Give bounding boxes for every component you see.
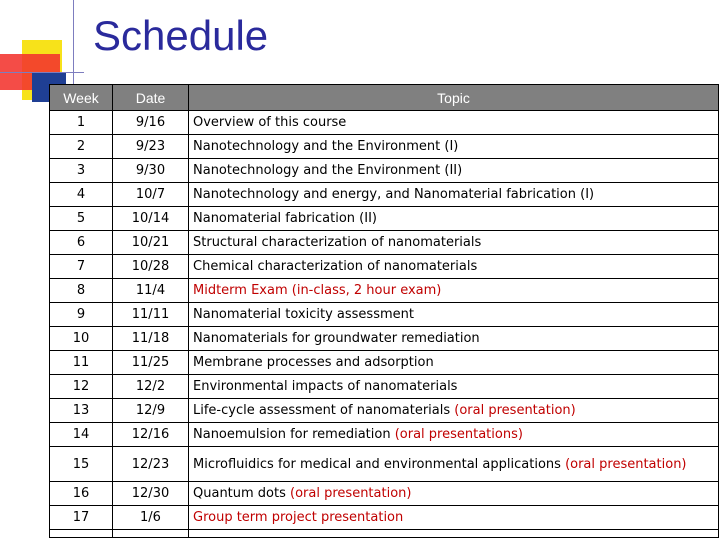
date-cell: 1/6: [113, 506, 189, 530]
table-row: [50, 482, 719, 506]
topic-cell: [189, 375, 719, 399]
table-row: [50, 351, 719, 375]
date-cell: 12/2: [113, 375, 189, 399]
topic-text: Overview of this course: [193, 115, 347, 130]
date-cell: 9/16: [113, 111, 189, 135]
table-row: [50, 207, 719, 231]
week-cell: 16: [50, 482, 113, 506]
presentation-note: (oral presentation): [454, 403, 576, 418]
topic-text: Nanotechnology and the Environment (II): [193, 163, 463, 178]
presentation-note: (oral presentation): [290, 486, 412, 501]
empty-cell: [50, 530, 113, 538]
date-cell: 12/30: [113, 482, 189, 506]
date-cell: 9/23: [113, 135, 189, 159]
date-cell: 11/25: [113, 351, 189, 375]
table-row: [50, 255, 719, 279]
week-cell: 9: [50, 303, 113, 327]
week-cell: 11: [50, 351, 113, 375]
topic-cell: [189, 183, 719, 207]
week-cell: 1: [50, 111, 113, 135]
empty-cell: [189, 530, 719, 538]
date-cell: 11/11: [113, 303, 189, 327]
topic-cell: [189, 159, 719, 183]
topic-text: Structural characterization of nanomaterials: [193, 235, 482, 250]
week-cell: 10: [50, 327, 113, 351]
decor-horizontal-line: [0, 72, 84, 73]
topic-text: Nanotechnology and energy, and Nanomaterial fabrication (I): [193, 187, 595, 202]
table-row: [50, 111, 719, 135]
date-cell: 11/18: [113, 327, 189, 351]
topic-cell: [189, 423, 719, 447]
date-cell: 11/4: [113, 279, 189, 303]
table-row: [50, 231, 719, 255]
date-cell: 12/9: [113, 399, 189, 423]
topic-text: Life-cycle assessment of nanomaterials: [193, 403, 451, 418]
date-cell: 10/28: [113, 255, 189, 279]
topic-text: Microfluidics for medical and environmental applications: [193, 456, 561, 472]
date-cell: 9/30: [113, 159, 189, 183]
presentation-note: (oral presentations): [394, 427, 523, 442]
topic-cell: [189, 303, 719, 327]
table-row: [50, 375, 719, 399]
table-row-empty: [50, 530, 719, 538]
topic-text: Quantum dots: [193, 486, 286, 501]
week-cell: 15: [50, 447, 113, 482]
week-cell: 4: [50, 183, 113, 207]
header-date: Date: [113, 85, 189, 111]
table-row: [50, 303, 719, 327]
page-title: Schedule: [93, 12, 269, 59]
table-header-row: [50, 85, 719, 111]
date-cell: 10/21: [113, 231, 189, 255]
table-row: [50, 447, 719, 482]
week-cell: 3: [50, 159, 113, 183]
topic-text: Membrane processes and adsorption: [193, 355, 434, 370]
week-cell: 8: [50, 279, 113, 303]
week-cell: 7: [50, 255, 113, 279]
topic-text: Nanomaterials for groundwater remediation: [193, 331, 480, 346]
week-cell: 2: [50, 135, 113, 159]
week-cell: 17: [50, 506, 113, 530]
table-row-final: [50, 506, 719, 530]
schedule-table: [49, 84, 719, 538]
table-row: [50, 423, 719, 447]
week-cell: 14: [50, 423, 113, 447]
table-row: [50, 327, 719, 351]
topic-text: Group term project presentation: [193, 510, 404, 525]
table-row-midterm: [50, 279, 719, 303]
header-topic: Topic: [189, 85, 719, 111]
table-row: [50, 399, 719, 423]
topic-cell: [189, 399, 719, 423]
date-cell: 12/16: [113, 423, 189, 447]
decor-vertical-line: [73, 0, 74, 90]
table-row: [50, 135, 719, 159]
topic-text: Chemical characterization of nanomaterials: [193, 259, 478, 274]
topic-cell: [189, 279, 719, 303]
header-week: Week: [50, 85, 113, 111]
week-cell: 5: [50, 207, 113, 231]
date-cell: 10/7: [113, 183, 189, 207]
week-cell: 6: [50, 231, 113, 255]
date-cell: 12/23: [113, 447, 189, 482]
table-row: [50, 183, 719, 207]
topic-text: Environmental impacts of nanomaterials: [193, 379, 458, 394]
week-cell: 13: [50, 399, 113, 423]
date-cell: 10/14: [113, 207, 189, 231]
topic-text: Midterm Exam (in-class, 2 hour exam): [193, 283, 442, 298]
topic-text: Nanomaterial toxicity assessment: [193, 307, 414, 322]
topic-text: Nanotechnology and the Environment (I): [193, 139, 459, 154]
topic-cell: [189, 351, 719, 375]
topic-cell: [189, 111, 719, 135]
topic-cell: [189, 482, 719, 506]
empty-cell: [113, 530, 189, 538]
week-cell: 12: [50, 375, 113, 399]
topic-cell: [189, 327, 719, 351]
topic-cell: [189, 135, 719, 159]
topic-cell: [189, 447, 719, 482]
topic-cell: [189, 506, 719, 530]
topic-cell: [189, 207, 719, 231]
presentation-note: (oral presentation): [565, 456, 687, 472]
topic-cell: [189, 231, 719, 255]
topic-cell: [189, 255, 719, 279]
topic-text: Nanomaterial fabrication (II): [193, 211, 377, 226]
topic-text: Nanoemulsion for remediation: [193, 427, 391, 442]
table-row: [50, 159, 719, 183]
